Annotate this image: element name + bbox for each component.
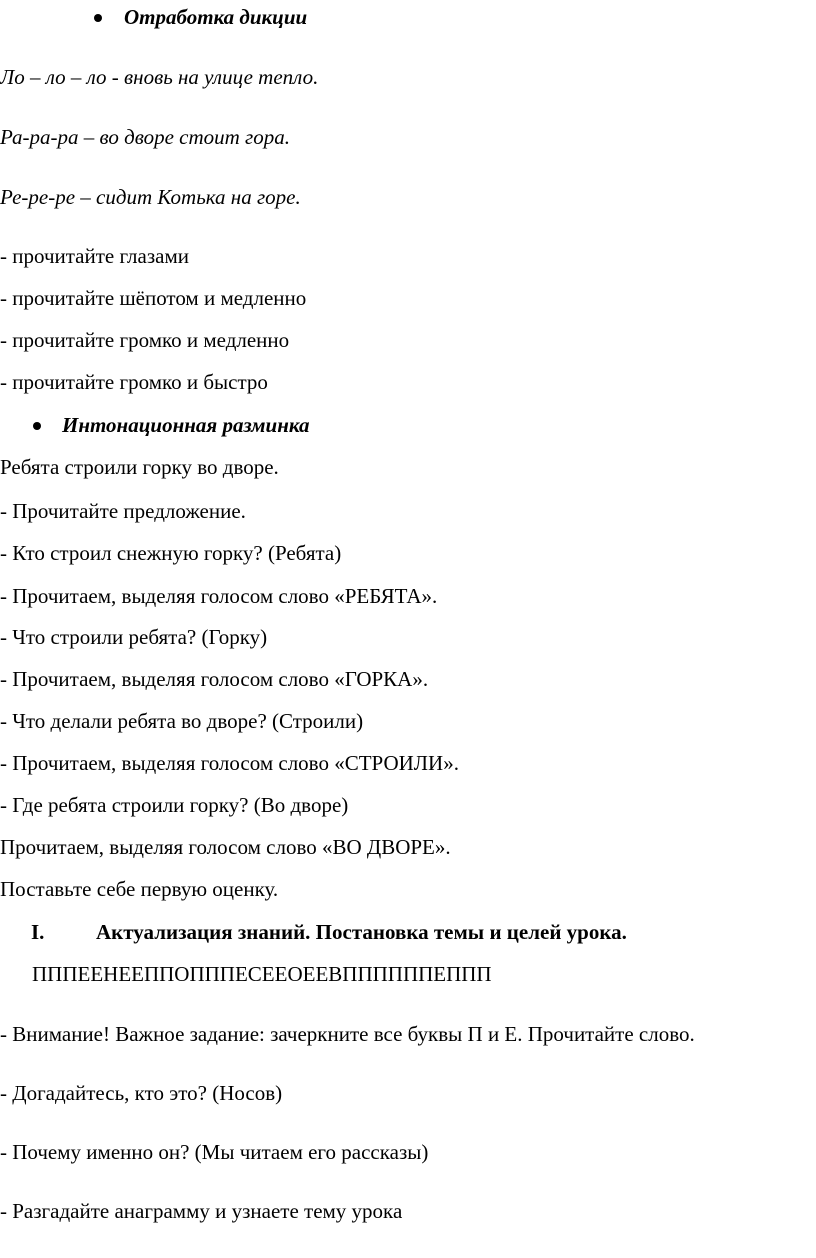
diction-heading: Отработка дикции xyxy=(124,5,308,29)
task-line: - Почему именно он? (Мы читаем его рассказы) xyxy=(0,1140,429,1164)
reading-task: - прочитайте глазами xyxy=(0,244,189,268)
intonation-line: Прочитаем, выделяя голосом слово «ВО ДВОРЕ». xyxy=(0,835,451,859)
bullet-icon xyxy=(94,14,102,22)
reading-task: - прочитайте громко и медленно xyxy=(0,328,290,352)
intonation-line: - Что делали ребята во дворе? (Строили) xyxy=(0,709,364,733)
poem-line: Ра-ра-ра – во дворе стоит гора. xyxy=(0,125,290,149)
task-line: - Внимание! Важное задание: зачеркните все буквы П и Е. Прочитайте слово. xyxy=(0,1022,695,1046)
intonation-line: - Прочитаем, выделяя голосом слово «ГОРКА». xyxy=(0,667,429,691)
actualization-heading: Актуализация знаний. Постановка темы и целей урока. xyxy=(96,920,627,944)
reading-task: - прочитайте громко и быстро xyxy=(0,370,268,394)
intonation-line: Ребята строили горку во дворе. xyxy=(0,455,279,479)
task-line: - Догадайтесь, кто это? (Носов) xyxy=(0,1081,283,1105)
intonation-line: Поставьте себе первую оценку. xyxy=(0,877,279,901)
section-number: I. xyxy=(31,920,45,944)
intonation-line: - Кто строил снежную горку? (Ребята) xyxy=(0,541,342,565)
intonation-line: - Прочитаем, выделяя голосом слово «РЕБЯТА». xyxy=(0,584,438,608)
task-line: - Разгадайте анаграмму и узнаете тему урока xyxy=(0,1199,403,1223)
intonation-line: - Прочитайте предложение. xyxy=(0,499,246,523)
intonation-line: - Прочитаем, выделяя голосом слово «СТРОИЛИ». xyxy=(0,751,459,775)
letter-string: ПППЕЕНЕЕППОПППЕСЕЕОЕЕВППППППЕППП xyxy=(32,962,492,986)
poem-line: Ре-ре-ре – сидит Котька на горе. xyxy=(0,185,301,209)
poem-line: Ло – ло – ло - вновь на улице тепло. xyxy=(0,65,319,89)
intonation-line: - Где ребята строили горку? (Во дворе) xyxy=(0,793,349,817)
reading-task: - прочитайте шёпотом и медленно xyxy=(0,286,307,310)
intonation-heading: Интонационная разминка xyxy=(62,413,310,437)
bullet-icon xyxy=(33,422,41,430)
intonation-line: - Что строили ребята? (Горку) xyxy=(0,625,268,649)
